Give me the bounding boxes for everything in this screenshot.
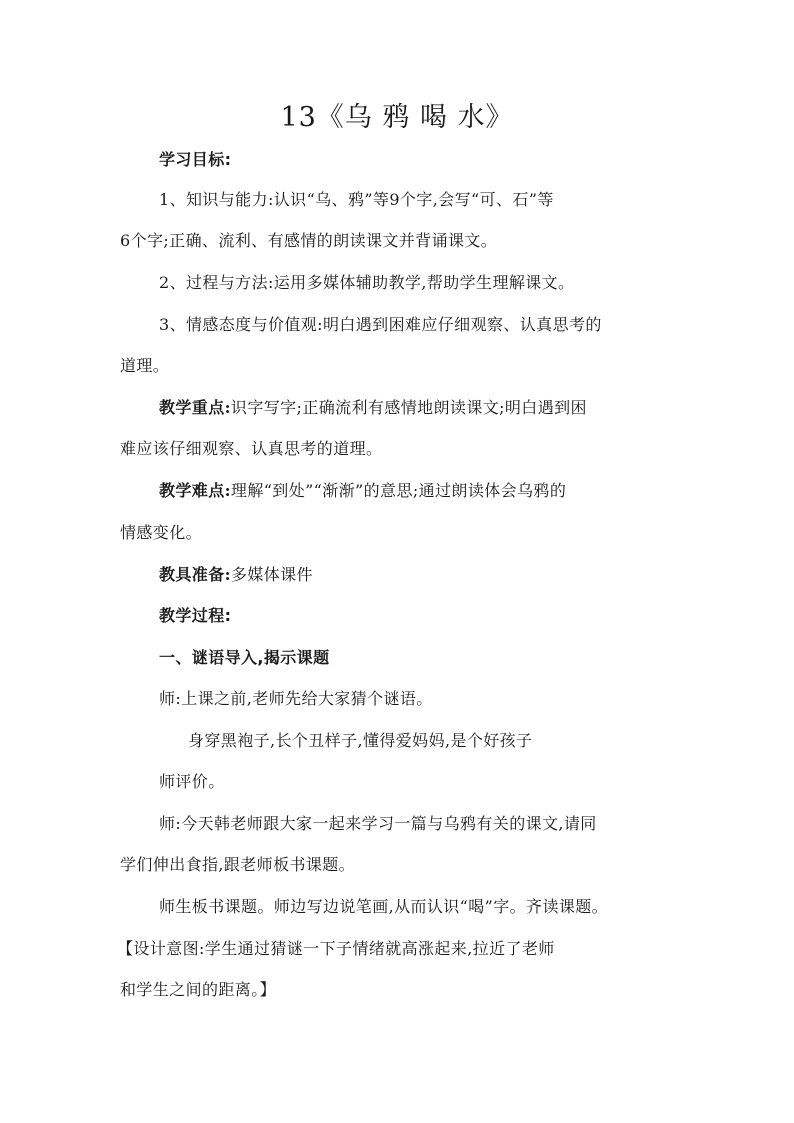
section-1-heading: 一、谜语导入,揭示课题 [159,648,330,667]
lesson-title: 13《乌 鸦 喝 水》 [280,102,514,133]
teacher-evaluation: 师评价。 [159,772,225,791]
teacher-riddle-intro: 师:上课之前,老师先给大家猜个谜语。 [159,689,433,708]
design-intent-line-1: 【设计意图:学生通过猜谜一下子情绪就高涨起来,拉近了老师 [117,939,555,958]
teaching-aids-text: 多媒体课件 [230,565,313,584]
teaching-difficulty-line-1 [159,479,566,503]
teaching-aids [159,563,313,587]
teaching-focus-line-2: 难应该仔细观察、认真思考的道理。 [120,439,383,458]
riddle-text: 身穿黑袍子,长个丑样子,懂得爱妈妈,是个好孩子 [188,731,533,750]
objective-3-line-1: 3、情感态度与价值观:明白遇到困难应仔细观察、认真思考的 [159,315,602,334]
teaching-focus-text: 识字写字;正确流利有感情地朗读课文;明白遇到困 [230,398,587,417]
teacher-intro-line-2: 学们伸出食指,跟老师板书课题。 [120,855,356,874]
board-writing-line: 师生板书课题。师边写边说笔画,从而认识“喝”字。齐读课题。 [159,897,609,916]
objective-2: 2、过程与方法:运用多媒体辅助教学,帮助学生理解课文。 [159,273,575,292]
teaching-difficulty-text: 理解“到处”“渐渐”的意思;通过朗读体会乌鸦的 [230,481,567,500]
teaching-focus-label: 教学重点: [159,398,231,417]
objective-1-line-1: 1、知识与能力:认识“乌、鸦”等9个字,会写“可、石”等 [159,190,554,209]
objective-3-line-2: 道理。 [120,356,170,375]
teacher-intro-line-1: 师:今天韩老师跟大家一起来学习一篇与乌鸦有关的课文,请同 [159,814,597,833]
teaching-difficulty-line-2: 情感变化。 [120,523,203,542]
objective-1-line-2: 6个字;正确、流利、有感情的朗读课文并背诵课文。 [120,231,498,250]
teaching-focus-line-1 [159,396,587,420]
teaching-difficulty-label: 教学难点: [159,481,231,500]
objectives-heading: 学习目标: [159,150,232,169]
design-intent-line-2: 和学生之间的距离。】 [120,980,277,999]
teaching-process-heading: 教学过程: [159,606,232,625]
teaching-aids-label: 教具准备: [159,565,231,584]
